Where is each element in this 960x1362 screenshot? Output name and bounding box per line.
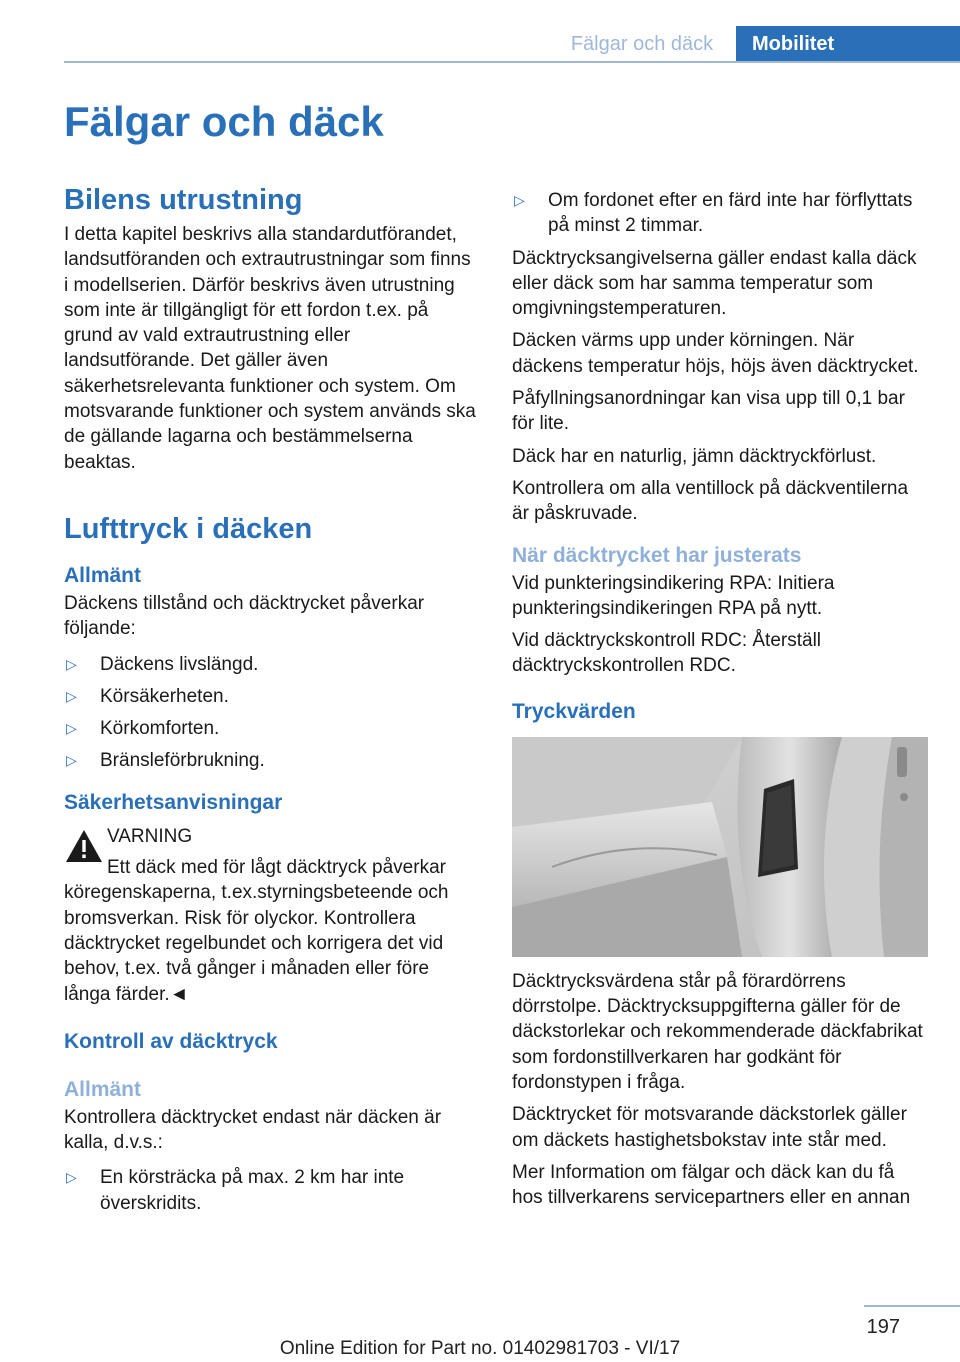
warning-block	[64, 824, 480, 1007]
warning-text: Ett däck med för lågt däcktryck påverkar köregenskaperna, t.ex.styrningsbeteende och bromsverkan. Risk för olyckor. Kontrollera däcktrycket regelbundet och korrigera det vid behov, t.ex. två gånger i månaden eller före långa färder.◄	[64, 857, 449, 1005]
list-item: ▷ Bränsleförbrukning.	[64, 748, 480, 773]
heading-general: Allmänt	[64, 563, 142, 587]
list-item: ▷ En körsträcka på max. 2 km har inte överskridits.	[64, 1165, 480, 1216]
triangle-bullet-icon: ▷	[66, 1169, 77, 1186]
heading-equipment: Bilens utrustning	[64, 184, 303, 216]
page-number: 197	[866, 1316, 900, 1338]
paragraph-rpa: Vid punkteringsindikering RPA: Initiera punkteringsindikeringen RPA på nytt.	[512, 572, 835, 619]
paragraph-warm-tires: Däcken värms upp under körningen. När däckens temperatur höjs, höjs även däcktrycket.	[512, 330, 919, 377]
list-item: ▷ Däckens livslängd.	[64, 652, 480, 677]
paragraph-general-2: Kontrollera däcktrycket endast när däcken är kalla, d.v.s.:	[64, 1106, 442, 1154]
paragraph-more-info: Mer Information om fälgar och däck kan du få hos tillverkarens servicepartners eller en annan	[512, 1161, 911, 1209]
paragraph-filling-devices: Påfyllningsanordningar kan visa upp till 0,1 bar för lite.	[512, 388, 905, 435]
paragraph-equipment: I detta kapitel beskrivs alla standardutförandet, landsutföranden och extrautrustningar som finns i modellserien. Därför beskrivs även utrustning som inte är tillgängligt för ett fordon t.ex. på grund av vald extrautrustning eller landsutförande. Det gäller även säkerhetsrelevanta funktioner och system. Om motsvarande funktioner och system används ska de gällande lagarna och bestämmelserna beaktas.	[64, 224, 476, 473]
door-pillar-photo	[512, 737, 928, 957]
paragraph-general: Däckens tillstånd och däcktrycket påverkar följande:	[64, 592, 425, 640]
paragraph-cold-tires: Däcktrycksangivelserna gäller endast kalla däck eller däck som har samma temperatur som omgivningstemperaturen.	[512, 247, 917, 320]
triangle-bullet-icon: ▷	[66, 687, 77, 704]
bullet-list-general	[64, 652, 480, 774]
header-chapter-tab: Mobilitet	[736, 26, 960, 62]
warning-triangle-icon	[64, 828, 104, 864]
heading-tire-pressure: Lufttryck i däcken	[64, 512, 313, 545]
heading-check-pressure: Kontroll av däcktryck	[64, 1029, 278, 1053]
paragraph-valve-caps: Kontrollera om alla ventillock på däckventilerna är påskruvade.	[512, 477, 909, 525]
heading-general-2: Allmänt	[64, 1077, 142, 1101]
list-item: ▷ Om fordonet efter en färd inte har förflyttats på minst 2 timmar.	[512, 188, 928, 239]
heading-pressure-values: Tryckvärden	[512, 699, 636, 723]
triangle-bullet-icon: ▷	[514, 192, 525, 208]
triangle-bullet-icon: ▷	[66, 655, 77, 672]
header-rule	[64, 61, 960, 63]
triangle-bullet-icon: ▷	[66, 720, 77, 737]
footer-rule	[864, 1305, 960, 1307]
right-column	[512, 188, 928, 1217]
page-title: Fälgar och däck	[64, 98, 384, 145]
paragraph-pressure-loss: Däck har en naturlig, jämn däcktryckförlust.	[512, 445, 877, 467]
heading-after-adjustment: När däcktrycket har justerats	[512, 543, 802, 567]
header-section-label: Fälgar och däck	[570, 33, 714, 55]
list-item: ▷ Körsäkerheten.	[64, 684, 480, 709]
warning-label: VARNING	[107, 825, 193, 847]
paragraph-rdc: Vid däcktryckskontroll RDC: Återställ däcktryckskontrollen RDC.	[512, 630, 822, 677]
paragraph-speed-rating: Däcktrycket för motsvarande däckstorlek gäller om däckets hastighetsbokstav inte står med.	[512, 1104, 907, 1151]
left-column	[64, 180, 480, 1223]
heading-safety: Säkerhetsanvisningar	[64, 790, 283, 814]
list-item: ▷ Körkomforten.	[64, 716, 480, 741]
paragraph-door-pillar: Däcktrycksvärdena står på förardörrens dörrstolpe. Däcktrycksuppgifterna gäller för de däckstorlekar och rekommenderade däckfabrikat som fordonstillverkaren har godkänt för fordonstypen i fråga.	[512, 970, 923, 1093]
footer-edition: Online Edition for Part no. 01402981703 - VI/17	[279, 1338, 681, 1359]
triangle-bullet-icon: ▷	[66, 752, 77, 769]
